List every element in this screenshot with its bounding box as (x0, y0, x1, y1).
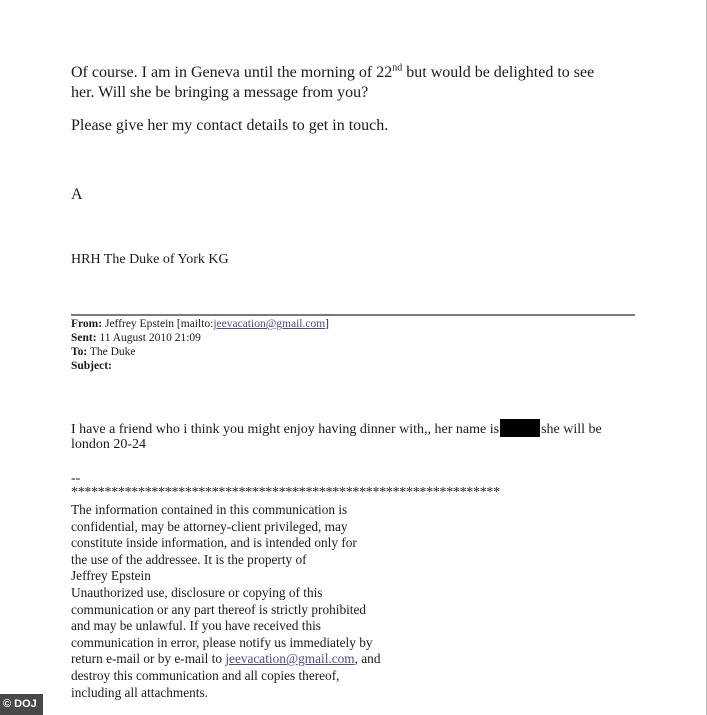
reply-line-1: Of course. I am in Geneva until the morning of 22nd but would be delighted to see (71, 62, 595, 81)
disclaimer-line: communication in error, please notify us immediately by (71, 634, 373, 650)
message-line-1: I have a friend who i think you might enjoy having dinner with,, her name is she will be (71, 419, 602, 438)
header-separator (71, 314, 635, 316)
header-subject: Subject: (71, 360, 112, 372)
disclaimer-line: Unauthorized use, disclosure or copying of this (71, 585, 323, 600)
disclaimer-line: the use of the addressee. It is the property of (71, 551, 307, 567)
disclaimer-line: and may be unlawful. If you have received this (71, 618, 321, 634)
reply-line-3: Please give her my contact details to get in touch. (71, 117, 389, 134)
disclaimer-line: including all attachments. (71, 684, 208, 700)
from-email-link[interactable]: jeevacation@gmail.com (213, 318, 326, 330)
disclaimer-stars: **************************************************************** (71, 485, 500, 500)
doj-watermark: © DOJ (0, 694, 43, 715)
signature-dashes: -- (71, 471, 81, 486)
signature: HRH The Duke of York KG (71, 252, 229, 267)
disclaimer-line-email: return e-mail or by e-mail to jeevacation@gmail.com, and (71, 651, 381, 667)
disclaimer-line: communication or any part thereof is strictly prohibited (71, 601, 367, 617)
message-line-2: london 20-24 (71, 437, 147, 452)
disclaimer-line: Jeffrey Epstein (71, 568, 151, 584)
redaction-box (500, 419, 540, 437)
reply-initial: A (71, 186, 83, 203)
ordinal-suffix: nd (392, 62, 403, 74)
header-from: From: Jeffrey Epstein [mailto:jeevacation@gmail.com] (71, 318, 329, 330)
reply-line-2: her. Will she be bringing a message from you? (71, 84, 369, 101)
disclaimer-line: confidential, may be attorney-client privileged, may (71, 518, 348, 534)
disclaimer-line: constitute inside information, and is intended only for (71, 535, 357, 551)
disclaimer-line: destroy this communication and all copies thereof, (71, 668, 340, 683)
disclaimer-email-link[interactable]: jeevacation@gmail.com (225, 651, 355, 667)
header-sent: Sent: 11 August 2010 21:09 (71, 332, 201, 344)
header-to: To: The Duke (71, 346, 136, 358)
disclaimer-line: The information contained in this communication is (71, 502, 348, 517)
